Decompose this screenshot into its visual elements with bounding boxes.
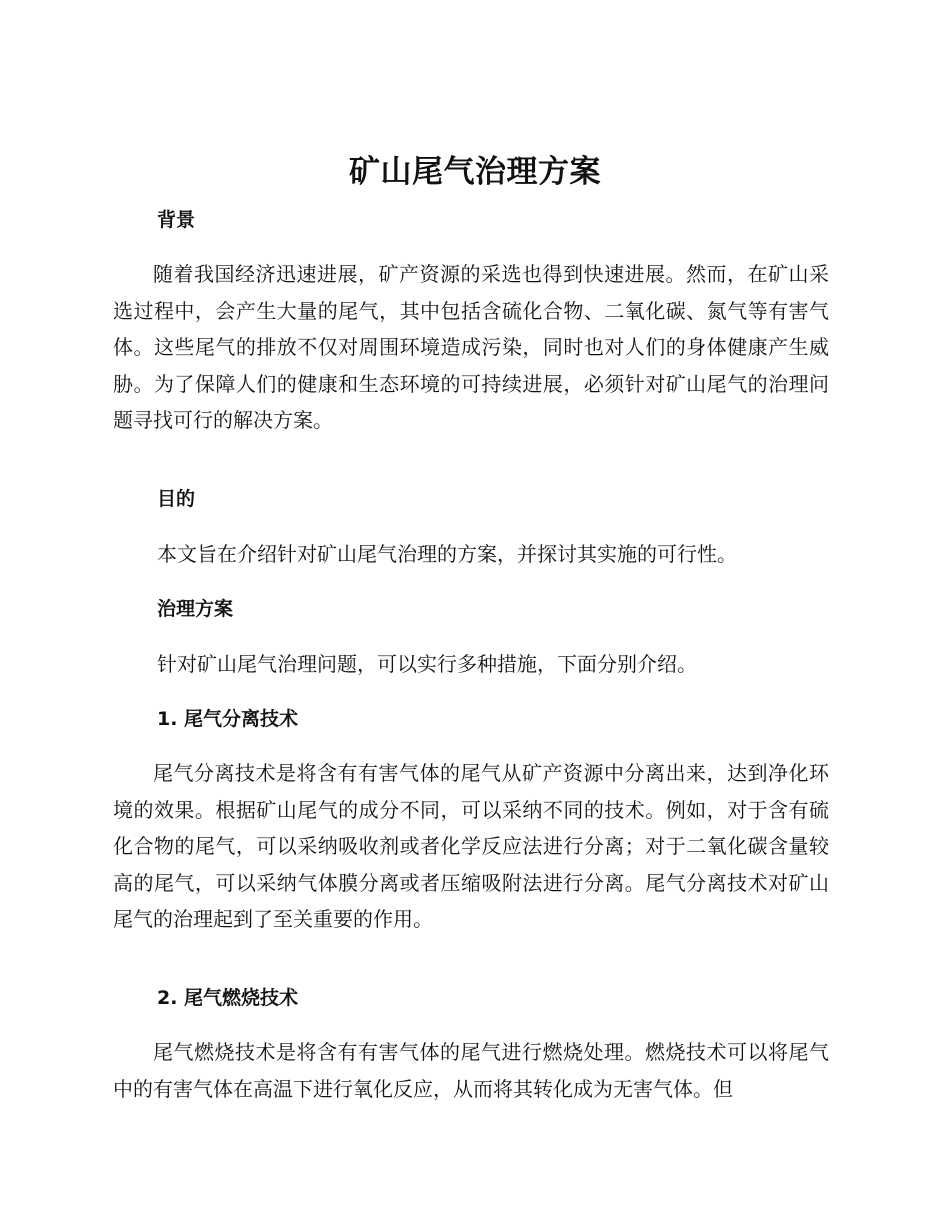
- heading-method-1: 1. 尾气分离技术: [157, 708, 299, 730]
- paragraph-method-2: 尾气燃烧技术是将含有有害气体的尾气进行燃烧处理。燃烧技术可以将尾气中的有害气体在高温下进行氧化反应，从而将其转化成为无害气体。但: [113, 1040, 829, 1101]
- heading-plan: 治理方案: [157, 598, 234, 620]
- paragraph-plan: 针对矿山尾气治理问题，可以实行多种措施，下面分别介绍。: [157, 652, 697, 676]
- heading-background: 背景: [157, 209, 196, 231]
- document-title: 矿山尾气治理方案: [349, 154, 601, 190]
- paragraph-method-1: 尾气分离技术是将含有有害气体的尾气从矿产资源中分离出来，达到净化环境的效果。根据矿山尾气的成分不同，可以采纳不同的技术。例如，对于含有硫化合物的尾气，可以采纳吸收剂或者化学反应法进行分离；对于二氧化碳含量较高的尾气，可以采纳气体膜分离或者压缩吸附法进行分离。尾气分离技术对矿山尾气的治理起到了至关重要的作用。: [113, 761, 829, 931]
- heading-method-2: 2. 尾气燃烧技术: [157, 987, 299, 1009]
- paragraph-purpose: 本文旨在介绍针对矿山尾气治理的方案，并探讨其实施的可行性。: [157, 542, 737, 566]
- paragraph-background: 随着我国经济迅速进展，矿产资源的采选也得到快速进展。然而，在矿山采选过程中，会产生大量的尾气，其中包括含硫化合物、二氧化碳、氮气等有害气体。这些尾气的排放不仅对周围环境造成污染，同时也对人们的身体健康产生威胁。为了保障人们的健康和生态环境的可持续进展，必须针对矿山尾气的治理问题寻找可行的解决方案。: [113, 262, 829, 432]
- heading-purpose: 目的: [157, 488, 196, 510]
